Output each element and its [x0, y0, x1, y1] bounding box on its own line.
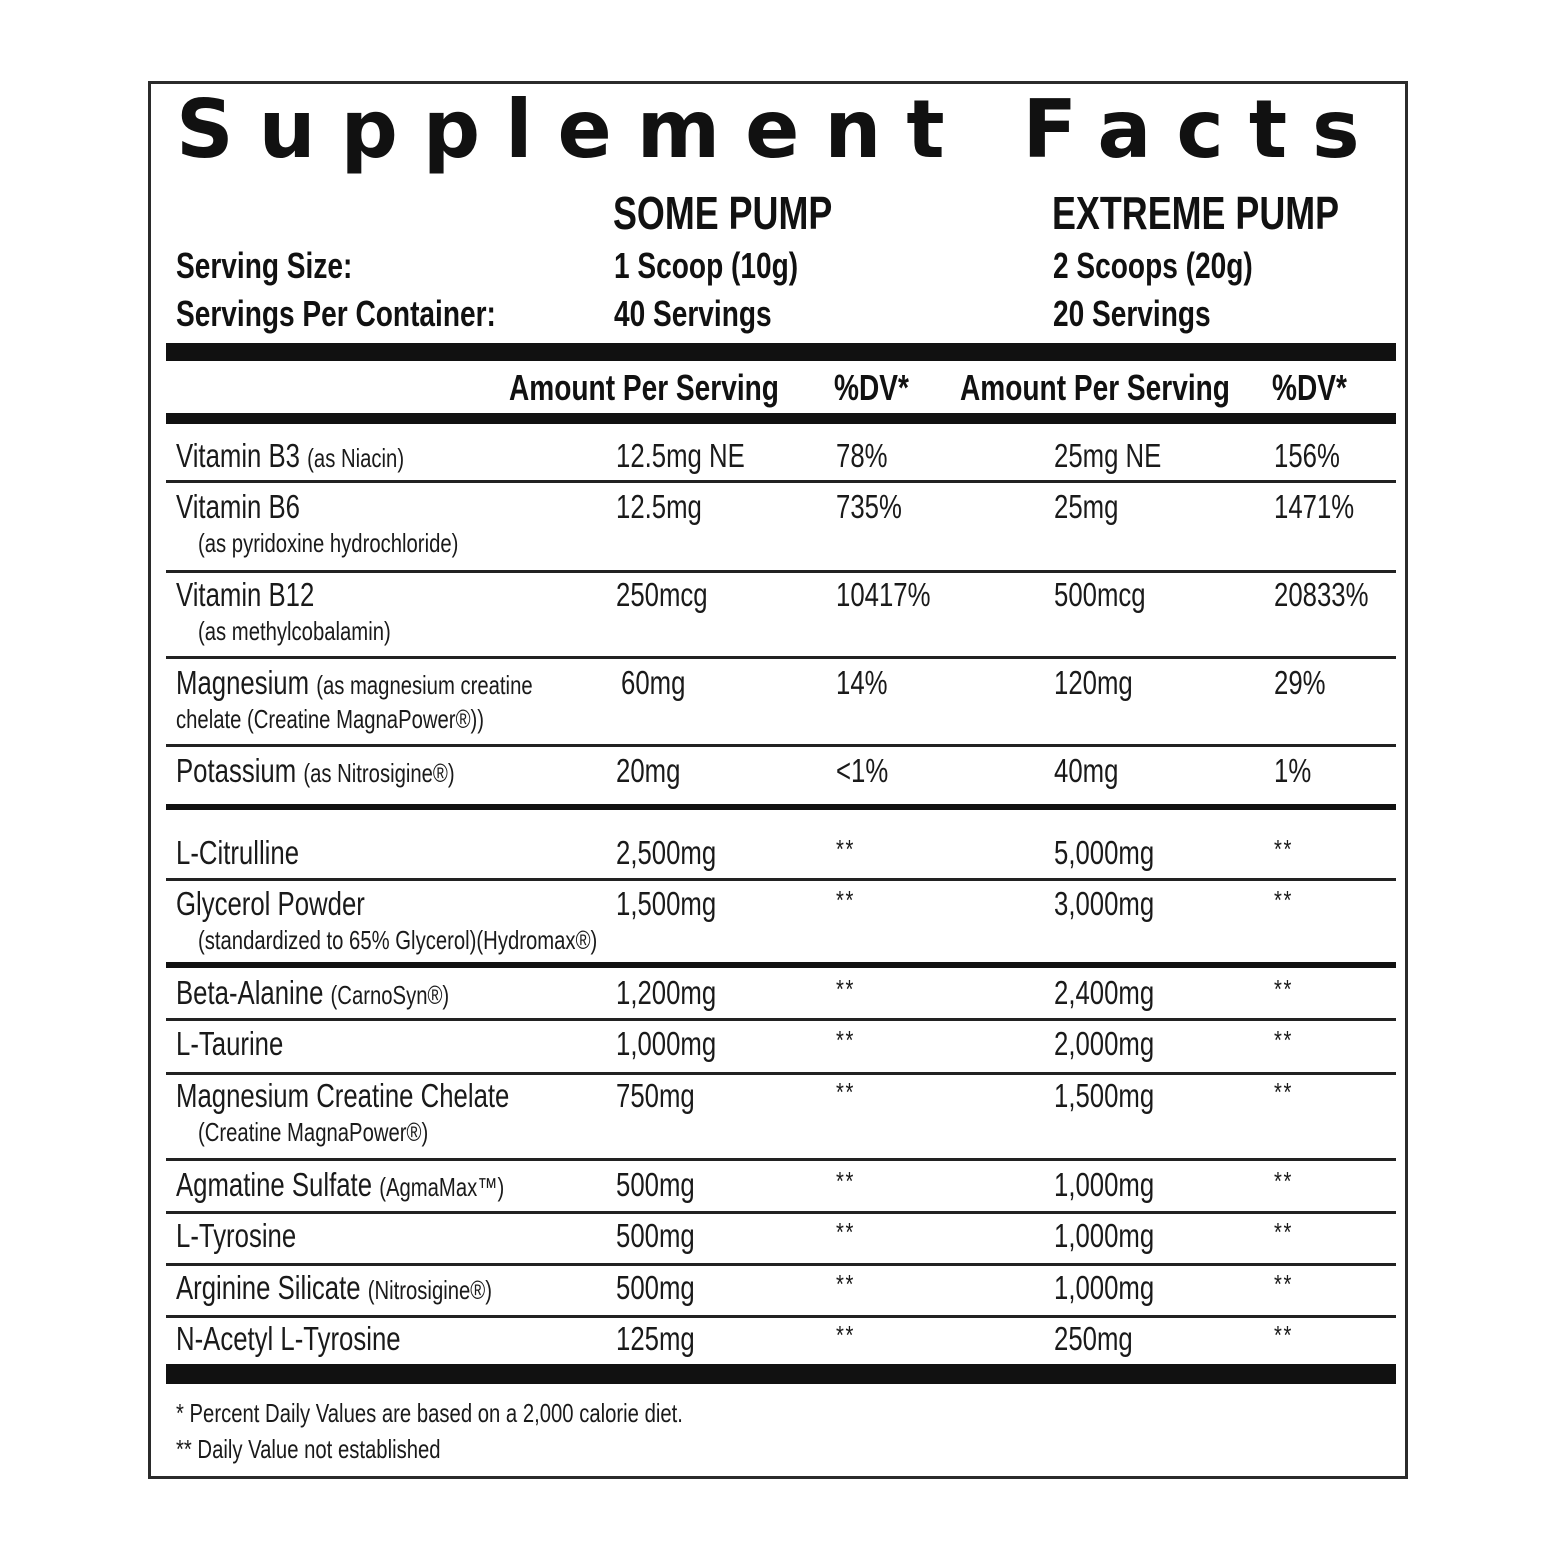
row-divider: [166, 1211, 1396, 1214]
row-divider: [166, 570, 1396, 573]
amount-extreme: 40mg: [1054, 752, 1119, 789]
ingredient-name: Agmatine Sulfate (AgmaMax™): [176, 1166, 505, 1203]
dv-extreme: **: [1274, 974, 1293, 1004]
row-divider: [166, 480, 1396, 483]
dv-extreme: 20833%: [1274, 576, 1369, 613]
amount-some: 2,500mg: [616, 834, 717, 871]
ingredient-name: L-Taurine: [176, 1025, 284, 1062]
amount-extreme: 250mg: [1054, 1320, 1133, 1357]
amount-per-serving-header-extreme: Amount Per Serving: [960, 367, 1230, 408]
ingredient-name: Beta-Alanine (CarnoSyn®): [176, 974, 450, 1011]
amount-extreme: 1,000mg: [1054, 1217, 1155, 1254]
row-divider: [166, 656, 1396, 659]
ingredient-row: [166, 1025, 1396, 1065]
row-divider: [166, 1072, 1396, 1075]
ingredient-name: L-Tyrosine: [176, 1217, 297, 1254]
ingredient-source: chelate (Creatine MagnaPower®)): [176, 704, 485, 734]
panel-title: Supplement Facts: [176, 83, 1385, 176]
ingredient-note: (Nitrosigine®): [367, 1275, 492, 1305]
dv-extreme: **: [1274, 1320, 1293, 1350]
dv-header-extreme: %DV*: [1272, 367, 1347, 408]
ingredient-note: (as Nitrosigine®): [303, 758, 455, 788]
amount-extreme: 1,000mg: [1054, 1269, 1155, 1306]
ingredient-row: [166, 1320, 1396, 1360]
amount-some: 250mcg: [616, 576, 708, 613]
dv-some: **: [836, 1320, 855, 1350]
ingredient-row: [166, 974, 1396, 1014]
dv-header-some: %DV*: [834, 367, 909, 408]
dv-extreme: 156%: [1274, 437, 1340, 474]
dv-some: **: [836, 1077, 855, 1107]
ingredient-row: [166, 1269, 1396, 1309]
product-name-some-pump: SOME PUMP: [613, 187, 833, 239]
serving-size-extreme: 2 Scoops (20g): [1053, 245, 1253, 286]
ingredient-row: [166, 1077, 1396, 1147]
ingredient-source: (Creatine MagnaPower®): [198, 1117, 429, 1147]
footnote-not-established: ** Daily Value not established: [176, 1434, 441, 1464]
amount-extreme: 5,000mg: [1054, 834, 1155, 871]
ingredient-note: (as magnesium creatine: [316, 670, 533, 700]
ingredient-row: [166, 752, 1396, 792]
dv-extreme: **: [1274, 1166, 1293, 1196]
row-divider: [166, 1018, 1396, 1021]
dv-extreme: **: [1274, 1077, 1293, 1107]
ingredient-row: [166, 576, 1396, 646]
dv-extreme: 1%: [1274, 752, 1312, 789]
serving-size-label: Serving Size:: [176, 245, 353, 286]
dv-extreme: 29%: [1274, 664, 1326, 701]
ingredient-name: Vitamin B3 (as Niacin): [176, 437, 405, 474]
ingredient-note: (AgmaMax™): [379, 1172, 505, 1202]
ingredient-name: Vitamin B12: [176, 576, 315, 613]
amount-some: 1,000mg: [616, 1025, 717, 1062]
ingredient-name: L-Citrulline: [176, 834, 300, 871]
amount-extreme: 25mg: [1054, 488, 1119, 525]
ingredient-name: Glycerol Powder: [176, 885, 365, 922]
amount-extreme: 1,000mg: [1054, 1166, 1155, 1203]
dv-extreme: **: [1274, 1269, 1293, 1299]
dv-some: 10417%: [836, 576, 931, 613]
ingredient-row: [166, 488, 1396, 558]
dv-some: 735%: [836, 488, 902, 525]
amount-some: 500mg: [616, 1269, 695, 1306]
thick-divider-bottom: [166, 1364, 1396, 1384]
ingredient-name: Magnesium Creatine Chelate: [176, 1077, 510, 1114]
servings-per-container-extreme: 20 Servings: [1053, 293, 1211, 334]
amount-extreme: 2,400mg: [1054, 974, 1155, 1011]
row-divider: [166, 878, 1396, 881]
dv-some: **: [836, 834, 855, 864]
product-name-extreme-pump: EXTREME PUMP: [1052, 187, 1340, 239]
dv-some: **: [836, 1025, 855, 1055]
amount-some: 750mg: [616, 1077, 695, 1114]
amount-some: 500mg: [616, 1217, 695, 1254]
section-divider-1: [166, 804, 1396, 810]
ingredient-row: [166, 885, 1396, 955]
dv-some: **: [836, 1217, 855, 1247]
amount-extreme: 500mcg: [1054, 576, 1146, 613]
ingredient-source: (as methylcobalamin): [198, 616, 391, 646]
dv-some: 78%: [836, 437, 888, 474]
row-divider: [166, 1158, 1396, 1161]
dv-extreme: **: [1274, 834, 1293, 864]
ingredient-note: (CarnoSyn®): [330, 980, 450, 1010]
dv-extreme: 1471%: [1274, 488, 1355, 525]
servings-per-container-some: 40 Servings: [614, 293, 772, 334]
amount-extreme: 3,000mg: [1054, 885, 1155, 922]
ingredient-name: N-Acetyl L-Tyrosine: [176, 1320, 401, 1357]
amount-some: 12.5mg: [616, 488, 702, 525]
amount-some: 1,200mg: [616, 974, 717, 1011]
ingredient-name: Vitamin B6: [176, 488, 301, 525]
amount-some: 60mg: [621, 664, 686, 701]
amount-some: 12.5mg NE: [616, 437, 745, 474]
row-divider: [166, 1315, 1396, 1318]
serving-size-some: 1 Scoop (10g): [614, 245, 799, 286]
section-divider-2: [166, 962, 1396, 968]
ingredient-row: [166, 1166, 1396, 1206]
ingredient-note: (as Niacin): [307, 443, 405, 473]
ingredient-row: [166, 437, 1396, 477]
dv-extreme: **: [1274, 1217, 1293, 1247]
row-divider: [166, 744, 1396, 747]
dv-extreme: **: [1274, 1025, 1293, 1055]
ingredient-source: (as pyridoxine hydrochloride): [198, 528, 459, 558]
header-divider: [166, 413, 1396, 424]
amount-extreme: 25mg NE: [1054, 437, 1162, 474]
amount-some: 20mg: [616, 752, 681, 789]
amount-extreme: 2,000mg: [1054, 1025, 1155, 1062]
dv-some: **: [836, 1166, 855, 1196]
dv-extreme: **: [1274, 885, 1293, 915]
amount-some: 125mg: [616, 1320, 695, 1357]
ingredient-name: Potassium (as Nitrosigine®): [176, 752, 455, 789]
dv-some: **: [836, 1269, 855, 1299]
thick-divider-top: [166, 343, 1396, 361]
ingredient-source: (standardized to 65% Glycerol)(Hydromax®): [198, 925, 598, 955]
ingredient-row: [166, 664, 1396, 734]
ingredient-row: [166, 834, 1396, 874]
amount-per-serving-header-some: Amount Per Serving: [509, 367, 779, 408]
ingredient-row: [166, 1217, 1396, 1257]
dv-some: **: [836, 974, 855, 1004]
amount-some: 500mg: [616, 1166, 695, 1203]
row-divider: [166, 1263, 1396, 1266]
dv-some: 14%: [836, 664, 888, 701]
amount-some: 1,500mg: [616, 885, 717, 922]
ingredient-name: Magnesium (as magnesium creatine: [176, 664, 533, 701]
dv-some: <1%: [836, 752, 889, 789]
ingredient-name: Arginine Silicate (Nitrosigine®): [176, 1269, 492, 1306]
dv-some: **: [836, 885, 855, 915]
amount-extreme: 120mg: [1054, 664, 1133, 701]
servings-per-container-label: Servings Per Container:: [176, 293, 496, 334]
footnote-dv: * Percent Daily Values are based on a 2,000 calorie diet.: [176, 1398, 683, 1428]
amount-extreme: 1,500mg: [1054, 1077, 1155, 1114]
